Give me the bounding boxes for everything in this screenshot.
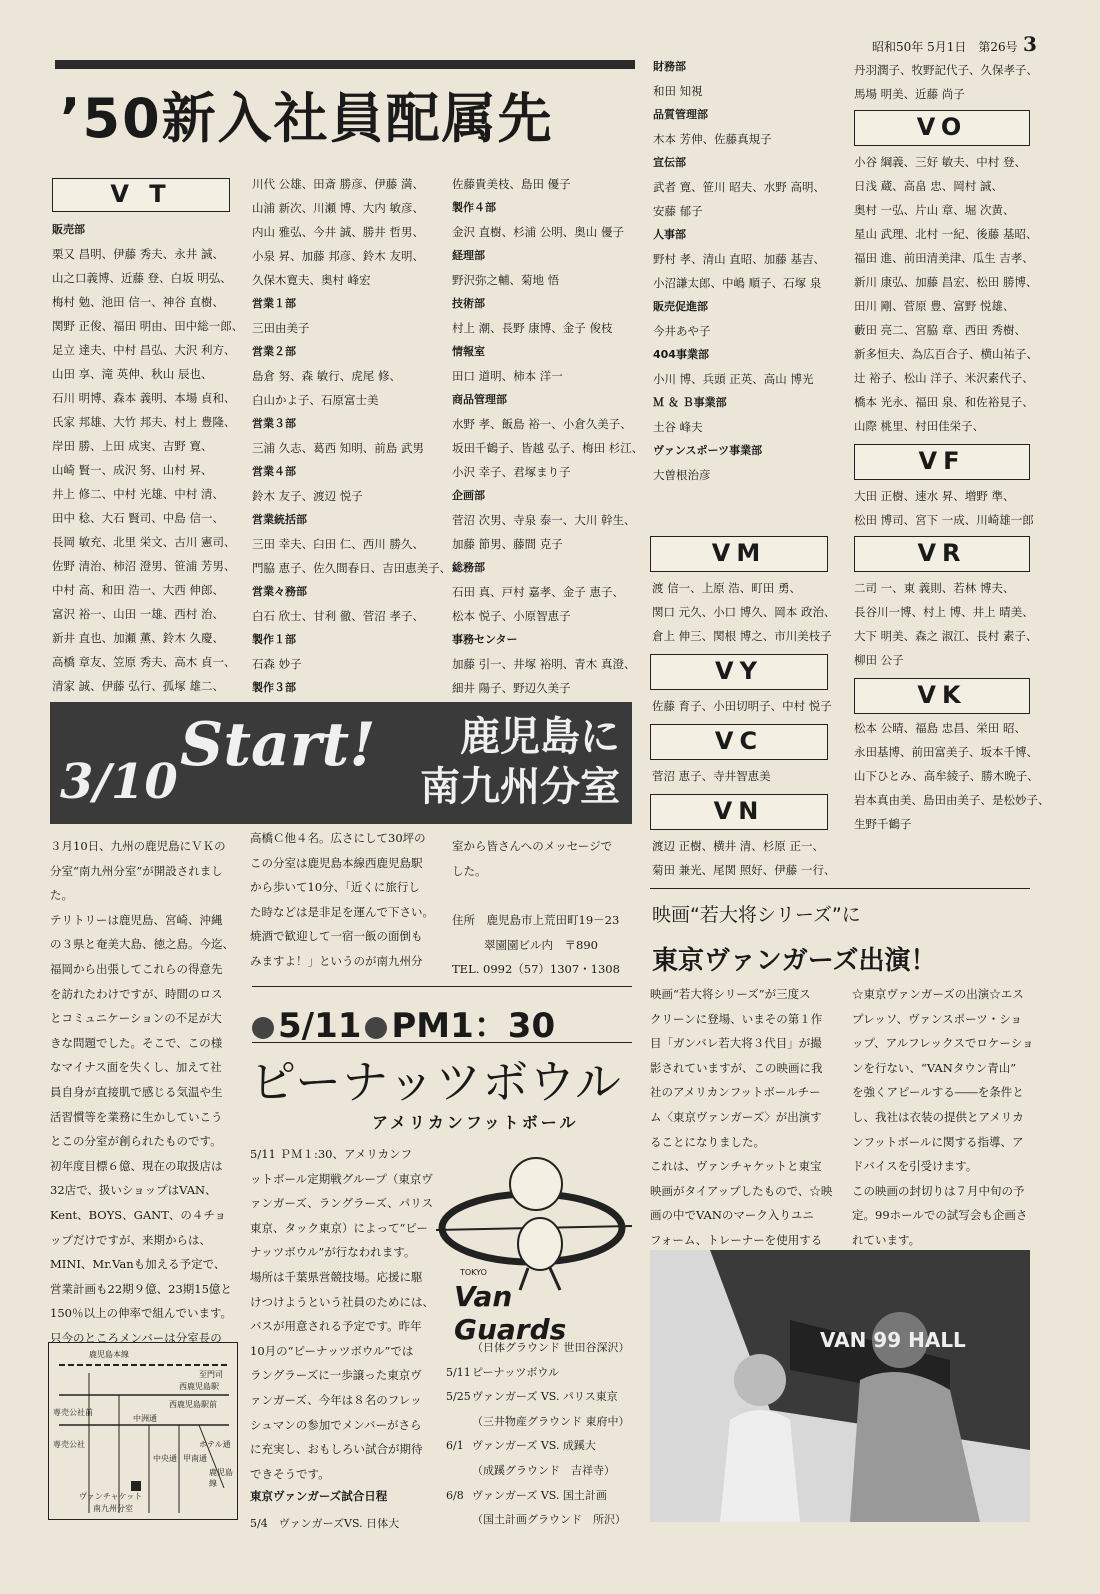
department-heading: 企画部	[452, 489, 485, 502]
vt-column-3	[452, 172, 643, 700]
name-line: 石川 明博、森本 義明、本場 貞和、	[52, 391, 236, 405]
name-line: 清家 誠、伊藤 弘行、孤塚 雄二、	[52, 679, 224, 693]
vt-column-4	[653, 55, 825, 487]
article-line: 32店で、扱いショップはVAN、	[50, 1183, 217, 1198]
name-line: 白石 欣士、甘利 徹、菅沼 孝子、	[252, 609, 424, 623]
article-line: ァンガーズ、ラングラーズ、パリス	[250, 1196, 434, 1211]
department-heading: 製作３部	[252, 681, 296, 694]
kagoshima-article-col1	[50, 834, 238, 1350]
kagoshima-article-col2	[250, 826, 440, 974]
vy-names	[652, 694, 832, 718]
article-line: 定。99ホールでの試写会も企画さ	[852, 1208, 1028, 1223]
department-heading: 技術部	[452, 297, 485, 310]
kagoshima-address	[452, 908, 620, 982]
article-line: を訪れたわけですが、時間のロス	[50, 986, 223, 1001]
movie-col1	[650, 982, 838, 1253]
article-line: シュマンの参加でメンバーがさら	[250, 1417, 422, 1432]
schedule-title: 東京ヴァンガーズ試合日程	[250, 1489, 388, 1503]
map-label: 西鹿児島駅前	[169, 1400, 217, 1409]
name-line: 加藤 引一、井塚 裕明、青木 真澄、	[452, 657, 636, 671]
name-line: 木本 芳伸、佐藤真規子	[653, 132, 772, 146]
banner-location-line1: 鹿児島に	[460, 714, 620, 760]
article-line: ３月10日、九州の鹿児島にＶＫの	[50, 839, 226, 853]
article-line: ットボール定期戦グループ（東京ヴ	[250, 1171, 433, 1186]
bowl-subtitle: アメリカンフットボール	[372, 1113, 579, 1132]
schedule-row	[446, 1361, 630, 1386]
department-heading: 営業４部	[252, 465, 296, 478]
schedule-date: 6/8	[446, 1488, 464, 1502]
department-heading: 営業３部	[252, 417, 296, 430]
issue-date: 昭和50年 5月1日 第26号	[872, 40, 1018, 54]
banner-location	[420, 712, 620, 812]
name-line: 菊田 兼光、尾関 照好、伊藤 一行、	[652, 863, 836, 877]
department-heading: 人事部	[653, 228, 686, 241]
vt-column-1	[52, 218, 243, 698]
division-vm-box: VM	[650, 536, 828, 572]
article-line: 活習慣等を業務に生かしていこう	[50, 1109, 223, 1124]
name-line: 金沢 直樹、杉浦 公明、奥山 優子	[452, 225, 624, 239]
schedule-row	[446, 1410, 630, 1435]
article-line: 営業計画も22期９億、23期15億と	[50, 1281, 232, 1296]
kagoshima-banner	[50, 702, 632, 824]
name-line: 佐藤貴美枝、島田 優子	[452, 177, 571, 191]
name-line: 岩本真由美、島田由美子、是松妙子、	[854, 793, 1050, 807]
name-line: 小泉 昇、加藤 邦彦、鈴木 友明、	[252, 249, 424, 263]
name-line: 田川 剛、菅原 豊、富野 悦雄、	[854, 299, 1015, 313]
name-line: 石田 真、戸村 嘉孝、金子 恵子、	[452, 585, 624, 599]
article-line: ップ、アルフレックスでロケーショ	[852, 1036, 1034, 1051]
name-line: 新多恒夫、為広百合子、横山祐子、	[854, 347, 1038, 361]
bowl-time: PM1：30	[391, 1006, 556, 1046]
banner-location-line2: 南九州分室	[420, 764, 620, 810]
article-line: 室から皆さんへのメッセージで	[452, 839, 613, 853]
name-line: 佐野 清治、柿沼 澄男、笹浦 芳男、	[52, 559, 236, 573]
vanguards-logo	[436, 1140, 632, 1346]
banner-date: 3/10	[60, 754, 178, 810]
schedule-date: 5/4	[250, 1517, 268, 1530]
name-line: 小沢 幸子、君塚まり子	[452, 465, 571, 479]
article-line: MINI、Mr.Vanも加える予定で、	[50, 1257, 226, 1272]
department-heading: Ｍ ＆ Ｂ事業部	[653, 396, 727, 409]
article-line: とコミュニケーションの不足が大	[50, 1011, 222, 1026]
bowl-divider	[252, 986, 632, 987]
article-line: 東京、タック東京）によって“ピー	[250, 1220, 428, 1235]
name-line: 今井あや子	[653, 324, 711, 338]
name-line: 岸田 勝、上田 成実、吉野 寛、	[52, 439, 213, 453]
name-line: 小谷 綱義、三好 敏夫、中村 登、	[854, 155, 1026, 169]
department-heading: 財務部	[653, 60, 686, 73]
name-line: 二司 一、東 義則、若林 博夫、	[854, 581, 1015, 595]
article-line: ることになりました。	[650, 1134, 765, 1149]
photo-illustration	[650, 1250, 1030, 1522]
department-heading: 商品管理部	[452, 393, 507, 406]
name-line: 足立 達夫、中村 昌弘、大沢 利方、	[52, 343, 236, 357]
name-line: 長谷川一博、村上 博、井上 晴美、	[854, 605, 1034, 619]
article-line: ンを行ない、“VANタウン青山”	[852, 1060, 1017, 1075]
department-heading: 営業１部	[252, 297, 296, 310]
article-line: 員自身が直接肌で感じる気温や生	[50, 1084, 223, 1099]
division-vn-box: VN	[650, 794, 828, 830]
map-label: 中洲通	[133, 1414, 157, 1423]
article-line: ☆東京ヴァンガーズの出演☆エス	[852, 987, 1024, 1001]
article-line: みますよ！」というのが南九州分	[250, 953, 423, 968]
name-line: 小川 博、兵頭 正英、高山 博光	[653, 372, 814, 386]
logo-text: Van Guards	[454, 1280, 567, 1346]
division-vf-box: VF	[854, 444, 1030, 480]
department-heading: 営業２部	[252, 345, 296, 358]
department-heading: 販売促進部	[653, 300, 708, 313]
vt-column-2	[252, 172, 451, 700]
schedule-text: （三井物産グラウンド 東府中）	[472, 1414, 630, 1428]
name-line: 永田基博、前田富美子、坂本千博、	[854, 745, 1038, 759]
bowl-title: ピーナッツボウル	[250, 1055, 622, 1109]
vr-names	[854, 576, 1037, 672]
address-label: 住所	[452, 913, 475, 927]
name-line: 柳田 公子	[854, 653, 904, 667]
schedule-row	[446, 1385, 630, 1410]
vf-names	[854, 484, 1034, 532]
name-line: 加藤 節男、藤間 克子	[452, 537, 563, 551]
schedule-row	[446, 1508, 630, 1533]
name-line: 辻 裕子、松山 洋子、米沢素代子、	[854, 371, 1034, 385]
name-line: 馬場 明美、近藤 尚子	[854, 87, 965, 101]
article-line: この映画の封切りは７月中旬の予	[852, 1183, 1025, 1198]
article-line: した。	[452, 863, 487, 878]
name-line: 関口 元久、小口 博久、岡本 政治、	[652, 605, 836, 619]
name-line: 細井 陽子、野辺久美子	[452, 681, 571, 695]
schedule-text: ヴァンガーズ VS. 成蹊大	[472, 1439, 596, 1453]
schedule-text: ヴァンガーズ VS. 国土計画	[472, 1488, 607, 1502]
division-vr-box: VR	[854, 536, 1030, 572]
division-vc-box: VC	[650, 724, 828, 760]
name-line: 三田由美子	[252, 321, 310, 335]
article-line: 映画がタイアップしたもので、☆映	[650, 1183, 833, 1198]
department-heading: 総務部	[452, 561, 485, 574]
name-line: 橋本 光永、福田 泉、和佐裕見子、	[854, 395, 1034, 409]
name-line: 菅沼 恵子、寺井智恵美	[652, 769, 771, 783]
article-line: プレッソ、ヴァンスポーツ・ショ	[852, 1011, 1022, 1026]
name-line: 土谷 峰夫	[653, 420, 703, 434]
name-line: 大田 正樹、速水 昇、増野 準、	[854, 489, 1015, 503]
name-line: 山之口義博、近藤 登、白坂 明弘、	[52, 271, 232, 285]
schedule-text: （成蹊グラウンド 吉祥寺）	[472, 1463, 615, 1477]
name-line: 佐藤 育子、小田切明子、中村 悦子	[652, 699, 832, 713]
article-line: に充実し、おもしろい試合が期待	[250, 1442, 423, 1457]
article-line: ナッツボウル”が行なわれます。	[250, 1245, 416, 1260]
movie-headline-1: 映画“若大将シリーズ”に	[652, 904, 861, 926]
schedule-row	[446, 1459, 630, 1484]
article-line: 映画“若大将シリーズ”が三度ス	[650, 987, 811, 1001]
name-line: 三田 幸夫、臼田 仁、西川 勝久、	[252, 537, 424, 551]
map-label: 甲南通	[183, 1454, 207, 1463]
name-line: 川代 公雄、田斎 勝彦、伊藤 満、	[252, 177, 424, 191]
schedule-row	[446, 1484, 630, 1509]
article-line: 10月の“ピーナッツボウル”では	[250, 1343, 414, 1358]
article-line: フォーム、トレーナーを使用する	[650, 1232, 823, 1247]
name-line: 武者 寛、笹川 昭夫、水野 高明、	[653, 180, 825, 194]
name-line: 村上 潮、長野 康博、金子 俊枝	[452, 321, 613, 335]
name-line: 高橋 章友、笠原 秀夫、高木 貞一、	[52, 655, 236, 669]
name-line: 久保木寛夫、奥村 峰宏	[252, 273, 371, 287]
map-label: ヴァンチャケット	[79, 1492, 143, 1501]
name-line: 松田 博司、宮下 一成、川崎雄一郎	[854, 513, 1034, 527]
logo-small-text: TOKYO	[460, 1268, 487, 1277]
name-line: 田口 道明、柿本 洋一	[452, 369, 563, 383]
address-tel: TEL. 0992（57）1307・1308	[452, 962, 620, 977]
division-vo-box: VO	[854, 110, 1030, 146]
name-line: 鈴木 友子、渡辺 悦子	[252, 489, 363, 503]
vo-names	[854, 150, 1038, 438]
area-map	[48, 1342, 238, 1520]
name-line: 栗又 昌明、伊藤 秀夫、永井 誠、	[52, 247, 224, 261]
name-line: 渡 信一、上原 浩、町田 勇、	[652, 581, 801, 595]
name-line: 山田 享、滝 英伸、秋山 辰也、	[52, 367, 213, 381]
name-line: 梅村 勉、池田 信一、神谷 直樹、	[52, 295, 224, 309]
article-line: を強くアピールする――を条件と	[852, 1085, 1024, 1100]
vm-names	[652, 576, 835, 648]
vn-names	[652, 834, 835, 882]
name-line: 山下ひとみ、高牟綾子、勝木晩子、	[854, 769, 1039, 783]
article-line: 只今のところメンバーは分室長の	[50, 1330, 222, 1345]
article-line: 画の中でVANのマーク入りユニ	[650, 1208, 814, 1223]
name-line: 長岡 敏充、北里 栄文、古川 憲司、	[52, 535, 236, 549]
map-label: 鹿児島本線	[89, 1350, 129, 1359]
department-heading: 情報室	[452, 345, 485, 358]
name-line: 星山 武理、北村 一紀、後藤 基昭、	[854, 227, 1038, 241]
name-line: 渡辺 正樹、横井 清、杉原 正一、	[652, 839, 824, 853]
name-line: 関野 正俊、福田 明由、田中総一郎、	[52, 319, 244, 333]
name-line: 新川 康弘、加藤 昌宏、松田 勝博、	[854, 275, 1038, 289]
name-line: 内山 雅弘、今井 誠、勝井 哲男、	[252, 225, 424, 239]
article-line: 5/11 ＰＭ１:30、アメリカンフ	[250, 1147, 413, 1161]
name-line: 坂田千鶴子、皆越 弘子、梅田 杉江、	[452, 441, 644, 455]
schedule-list	[446, 1336, 630, 1533]
schedule-date: 6/1	[446, 1439, 464, 1453]
bullet-icon	[252, 1017, 274, 1039]
schedule-first	[250, 1512, 399, 1537]
name-line: 山浦 新次、川瀬 博、大内 敏彦、	[252, 201, 424, 215]
name-line: 松本 悦子、小原智恵子	[452, 609, 571, 623]
bowl-rule	[252, 1042, 632, 1043]
name-line: 奥村 一弘、片山 章、堀 次黄、	[854, 203, 1015, 217]
division-vk-box: VK	[854, 678, 1030, 714]
article-line: た。	[50, 888, 73, 903]
article-line: Kent、BOYS、GANT、の４チョ	[50, 1207, 227, 1222]
map-label: 鹿児島線	[209, 1468, 233, 1488]
name-line: 日浅 蔵、高畠 忠、岡村 誠、	[854, 179, 1003, 193]
name-line: 島倉 努、森 敏行、虎尾 修、	[252, 369, 401, 383]
name-line: 三浦 久志、葛西 知明、前島 武男	[252, 441, 424, 455]
movie-divider	[650, 888, 1030, 889]
name-line: 和田 知視	[653, 84, 703, 98]
schedule-date: 5/25	[446, 1390, 471, 1404]
map-label: 中央通	[153, 1454, 177, 1463]
name-line: 野沢弥之輔、菊地 悟	[452, 273, 560, 287]
bowl-datetime	[252, 998, 555, 1047]
name-line: 山崎 賢一、成沢 努、山村 昇、	[52, 463, 213, 477]
article-line: 影されていますが、この映画に我	[650, 1060, 823, 1075]
department-heading: 経理部	[452, 249, 485, 262]
address-line2: 翠園園ビル内 〒890	[484, 937, 598, 952]
name-line: 生野千鶴子	[854, 817, 912, 831]
schedule-text: （日体グラウンド 世田谷深沢）	[472, 1341, 630, 1354]
department-heading: 404事業部	[653, 348, 709, 361]
division-vy-box: VY	[650, 654, 828, 690]
map-label: ホテル通	[199, 1440, 231, 1449]
article-line: ドバイスを引受けます。	[852, 1159, 978, 1174]
name-line: 白山かよ子、石原富士美	[252, 393, 379, 407]
article-line: 社のアメリカンフットボールチー	[650, 1085, 821, 1100]
schedule-text: ピーナッツボウル	[472, 1365, 560, 1379]
article-line: テリトリーは鹿児島、宮崎、沖縄	[50, 912, 223, 927]
article-line: 初年度目標６億、現在の取扱店は	[50, 1158, 223, 1173]
department-heading: 宣伝部	[653, 156, 686, 169]
article-line: れています。	[852, 1232, 921, 1247]
banner-start: Start!	[180, 710, 376, 780]
name-line: 安藤 郁子	[653, 204, 703, 218]
name-line: 野村 孝、清山 直昭、加藤 基吉、	[653, 252, 825, 266]
name-line: 水野 孝、飯島 裕一、小倉久美子、	[452, 417, 632, 431]
photo-sign: VAN 99 HALL	[820, 1328, 966, 1352]
schedule-date: 5/11	[446, 1365, 471, 1379]
vc-names	[652, 764, 771, 788]
article-line: 福岡から出張してこれらの得意先	[50, 961, 223, 976]
name-line: 門脇 恵子、佐久間春日、吉田恵美子、	[252, 561, 452, 575]
article-line: ム〈東京ヴァンガーズ〉が出演す	[650, 1109, 822, 1124]
article-line: この分室は鹿児島本線西鹿児島駅	[250, 855, 423, 870]
name-line: 石森 妙子	[252, 657, 302, 671]
article-line: ップだけですが、来期からは、	[50, 1232, 211, 1247]
map-label: 専売公社前	[53, 1408, 93, 1417]
article-line: けつけようという社員のためには、	[250, 1294, 434, 1309]
article-line: 高橋Ｃ他４名。広さにして30坪の	[250, 831, 426, 845]
bullet-icon	[365, 1017, 387, 1039]
article-line: の３県と奄美大島、徳之島。今迄、	[50, 937, 234, 952]
article-line: 場所は千葉県営競技場。応援に駆	[250, 1269, 423, 1284]
department-heading: ヴァンスポーツ事業部	[653, 444, 763, 457]
vk-names	[854, 716, 1050, 836]
map-label: 至門司	[199, 1370, 223, 1379]
department-heading: 販売部	[52, 223, 85, 236]
name-line: 小沼謙太郎、中嶋 順子、石塚 泉	[653, 276, 822, 290]
article-line: から歩いて10分、「近くに旅行し	[250, 880, 420, 895]
name-line: 新井 直也、加瀬 薫、鈴木 久慶、	[52, 631, 224, 645]
page-number: 3	[1023, 32, 1037, 56]
article-line: し、我社は衣装の提供とアメリカ	[852, 1109, 1024, 1124]
department-heading: 製作１部	[252, 633, 296, 646]
article-line: きな問題でした。そこで、この様	[50, 1035, 223, 1050]
address-line1: 鹿児島市上荒田町19－23	[486, 913, 620, 927]
department-heading: 営業統括部	[252, 513, 307, 526]
article-line: 目「ガンバレ若大将３代目」が撮	[650, 1036, 822, 1051]
article-line: ァンガーズ、今年は８名のフレッ	[250, 1392, 422, 1407]
article-line: ンフットボールに関する指導、ア	[852, 1134, 1024, 1149]
name-line: 井上 修二、中村 光雄、中村 清、	[52, 487, 224, 501]
schedule-text: （国土計画グラウンド 所沢）	[472, 1513, 626, 1527]
schedule-text: ヴァンガーズ VS. パリス東京	[472, 1390, 618, 1404]
name-line: 富沢 裕一、山田 一雄、西村 治、	[52, 607, 224, 621]
article-line: とこの分室が創られたものです。	[50, 1134, 222, 1149]
article-line: ラングラーズに一歩譲った東京ヴ	[250, 1368, 422, 1383]
name-line: 氏家 邦雄、大竹 邦夫、村上 豊隆、	[52, 415, 236, 429]
right-top-names	[854, 58, 1038, 106]
department-heading: 営業々務部	[252, 585, 307, 598]
bowl-body	[250, 1142, 436, 1486]
article-line: 分室“南九州分室”が開設されまし	[50, 863, 223, 878]
article-line: できそうです。	[250, 1466, 330, 1481]
page-title: ’50新入社員配属先	[60, 87, 554, 150]
schedule-row	[446, 1434, 630, 1459]
title-bar	[55, 60, 635, 69]
movie-headline-2: 東京ヴァンガーズ出演！	[652, 946, 937, 976]
map-label: 南九州分室	[93, 1504, 133, 1513]
name-line: 福田 進、前田清美津、瓜生 吉孝、	[854, 251, 1034, 265]
article-line: バスが用意される予定です。昨年	[250, 1319, 422, 1334]
movie-col2	[852, 982, 1040, 1253]
article-line: なマイナス面を失くし、加えて社	[50, 1060, 222, 1075]
map-label: 専売公社	[53, 1440, 85, 1449]
movie-photo	[650, 1250, 1030, 1522]
department-heading: 品質管理部	[653, 108, 708, 121]
article-line: 150％以上の伸率で組んでいます。	[50, 1306, 233, 1321]
article-line: これは、ヴァンチャケットと東宝	[650, 1159, 822, 1174]
name-line: 大下 明美、森之 淑江、長村 素子、	[854, 629, 1038, 643]
article-line: た時などは是非足を運んで下さい。	[250, 904, 434, 919]
name-line: 丹羽潤子、牧野記代子、久保孝子、	[854, 63, 1038, 77]
map-label: 西鹿児島駅	[179, 1382, 219, 1391]
name-line: 倉上 伸三、関根 博之、市川美枝子	[652, 629, 832, 643]
name-line: 山際 桃里、村田佳栄子、	[854, 419, 985, 433]
name-line: 藪田 亮二、宮脇 章、西田 秀樹、	[854, 323, 1026, 337]
schedule-text: ヴァンガーズVS. 日体大	[278, 1517, 400, 1530]
name-line: 中村 高、和田 浩一、大西 伸郎、	[52, 583, 224, 597]
article-line: 焼酒で歓迎して一宿一飯の面倒も	[250, 929, 423, 944]
department-heading: 事務センター	[452, 633, 518, 646]
department-heading: 製作４部	[452, 201, 496, 214]
name-line: 田中 稔、大石 賢司、中島 信一、	[52, 511, 224, 525]
kagoshima-article-col3	[452, 834, 632, 883]
article-line: クリーンに登場、いまその第１作	[650, 1011, 823, 1026]
name-line: 大曽根治彦	[653, 468, 711, 482]
name-line: 菅沼 次男、寺泉 泰一、大川 幹生、	[452, 513, 636, 527]
name-line: 松本 公晴、福島 忠昌、栄田 昭、	[854, 721, 1026, 735]
bowl-date: 5/11	[278, 1006, 362, 1046]
division-vt-box: V T	[52, 178, 230, 212]
